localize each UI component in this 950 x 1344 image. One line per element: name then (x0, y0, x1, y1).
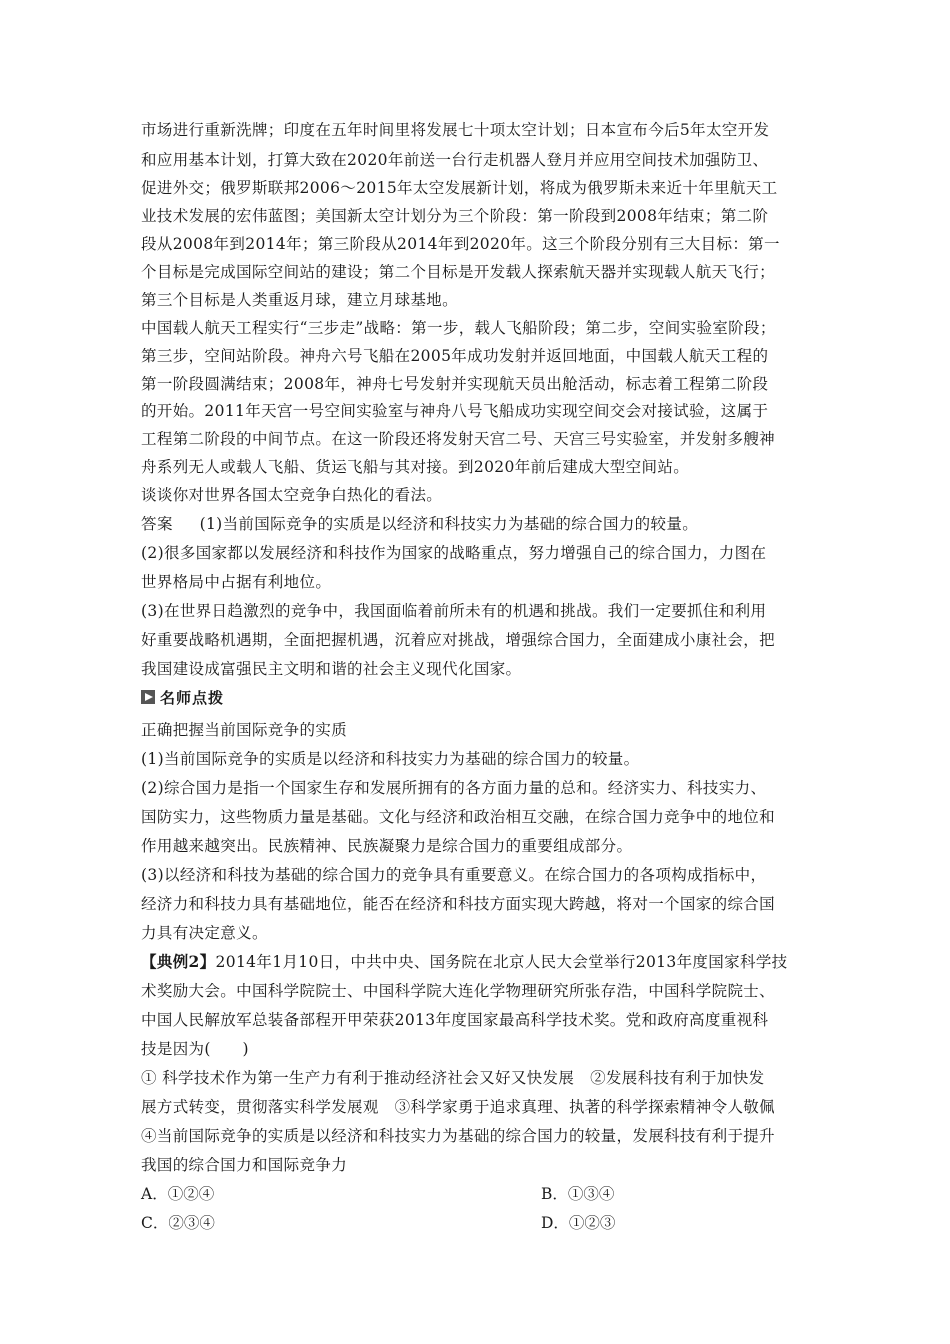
example-line (141, 952, 788, 972)
answer-line: 我国建设成富强民主文明和谐的社会主义现代化国家。 (141, 660, 522, 678)
passage-line: 的开始。2011年天宫一号空间实验室与神舟八号飞船成功实现空间交会对接试验，这属于 (141, 402, 769, 420)
passage-line: 舟系列无人或载人飞船、货运飞船与其对接。到2020年前后建成大型空间站。 (141, 458, 690, 476)
example-line: 术奖励大会。中国科学院院士、中国科学院大连化学物理研究所张存浩，中国科学院院士、 (141, 982, 776, 1000)
tips-line: 正确把握当前国际竞争的实质 (141, 721, 348, 739)
passage-line: 第三个目标是人类重返月球，建立月球基地。 (141, 291, 459, 309)
example-line: ① 科学技术作为第一生产力有利于推动经济社会又好又快发展 ②发展科技有利于加快发 (141, 1069, 765, 1087)
option-d: D．①②③ (541, 1214, 616, 1232)
answer-line: 好重要战略机遇期，全面把握机遇，沉着应对挑战，增强综合国力，全面建成小康社会，把 (141, 631, 776, 649)
passage-line: 业技术发展的宏伟蓝图；美国新太空计划分为三个阶段：第一阶段到2008年结束；第二阶 (141, 207, 769, 225)
example-line: 技是因为( ) (141, 1040, 249, 1058)
passage-line: 市场进行重新洗牌；印度在五年时间里将发展七十项太空计划；日本宣布今后5年太空开发 (141, 121, 770, 139)
tips-line: 作用越来越突出。民族精神、民族凝聚力是综合国力的重要组成部分。 (141, 837, 633, 855)
example-text: 2014年1月10日，中共中央、国务院在北京人民大会堂举行2013年度国家科学技 (215, 953, 788, 971)
tips-heading (141, 687, 224, 707)
example-line: 我国的综合国力和国际竞争力 (141, 1156, 348, 1174)
passage-line: 工程第二阶段的中间节点。在这一阶段还将发射天宫二号、天宫三号实验室，并发射多艘神 (141, 430, 776, 448)
example-line: ④当前国际竞争的实质是以经济和科技实力为基础的综合国力的较量，发展科技有利于提升 (141, 1127, 776, 1145)
option-b: B．①③④ (541, 1185, 615, 1203)
example-line: 展方式转变，贯彻落实科学发展观 ③科学家勇于追求真理、执著的科学探索精神令人敬佩 (141, 1098, 776, 1116)
passage-line: 第一阶段圆满结束；2008年，神舟七号发射并实现航天员出舱活动，标志着工程第二阶段 (141, 375, 769, 393)
passage-line: 中国载人航天工程实行“三步走”战略：第一步，载人飞船阶段；第二步，空间实验室阶段； (141, 319, 776, 337)
answer-text: (1)当前国际竞争的实质是以经济和科技实力为基础的综合国力的较量。 (199, 515, 699, 533)
option-a: A．①②④ (141, 1185, 215, 1203)
passage-line: 促进外交；俄罗斯联邦2006～2015年太空发展新计划，将成为俄罗斯未来近十年里航天工 (141, 179, 778, 197)
tips-line: (1)当前国际竞争的实质是以经济和科技实力为基础的综合国力的较量。 (141, 750, 640, 768)
example-line: 中国人民解放军总装备部程开甲荣获2013年度国家最高科学技术奖。党和政府高度重视科 (141, 1011, 769, 1029)
answer-label: 答案 (141, 515, 174, 533)
tips-line: 力具有决定意义。 (141, 924, 268, 942)
passage-line: 段从2008年到2014年；第三阶段从2014年到2020年。这三个阶段分别有三大目标：第一 (141, 235, 780, 253)
passage-line: 第三步，空间站阶段。神舟六号飞船在2005年成功发射并返回地面，中国载人航天工程的 (141, 347, 769, 365)
example-label: 【典例2】 (141, 952, 216, 971)
answer-line: (2)很多国家都以发展经济和科技作为国家的战略重点，努力增强自己的综合国力，力图在 (141, 544, 767, 562)
tips-line: (3)以经济和科技为基础的综合国力的竞争具有重要意义。在综合国力的各项构成指标中， (141, 866, 767, 884)
tips-line: 国防实力，这些物质力量是基础。文化与经济和政治相互交融，在综合国力竞争中的地位和 (141, 808, 776, 826)
tips-line: (2)综合国力是指一个国家生存和发展所拥有的各方面力量的总和。经济实力、科技实力、 (141, 779, 767, 797)
answer-line: (3)在世界日趋激烈的竞争中，我国面临着前所未有的机遇和挑战。我们一定要抓住和利用 (141, 602, 767, 620)
question-line: 谈谈你对世界各国太空竞争白热化的看法。 (141, 486, 443, 504)
passage-line: 和应用基本计划，打算大致在2020年前送一台行走机器人登月并应用空间技术加强防卫、 (141, 151, 769, 169)
tips-title: 名师点拨 (160, 688, 225, 707)
passage-line: 个目标是完成国际空间站的建设；第二个目标是开发载人探索航天器并实现载人航天飞行； (141, 263, 776, 281)
option-c: C．②③④ (141, 1214, 215, 1232)
play-arrow-icon (141, 690, 155, 704)
tips-line: 经济力和科技力具有基础地位，能否在经济和科技方面实现大跨越，将对一个国家的综合国 (141, 895, 776, 913)
answer-line (141, 514, 698, 534)
answer-line: 世界格局中占据有利地位。 (141, 573, 332, 591)
